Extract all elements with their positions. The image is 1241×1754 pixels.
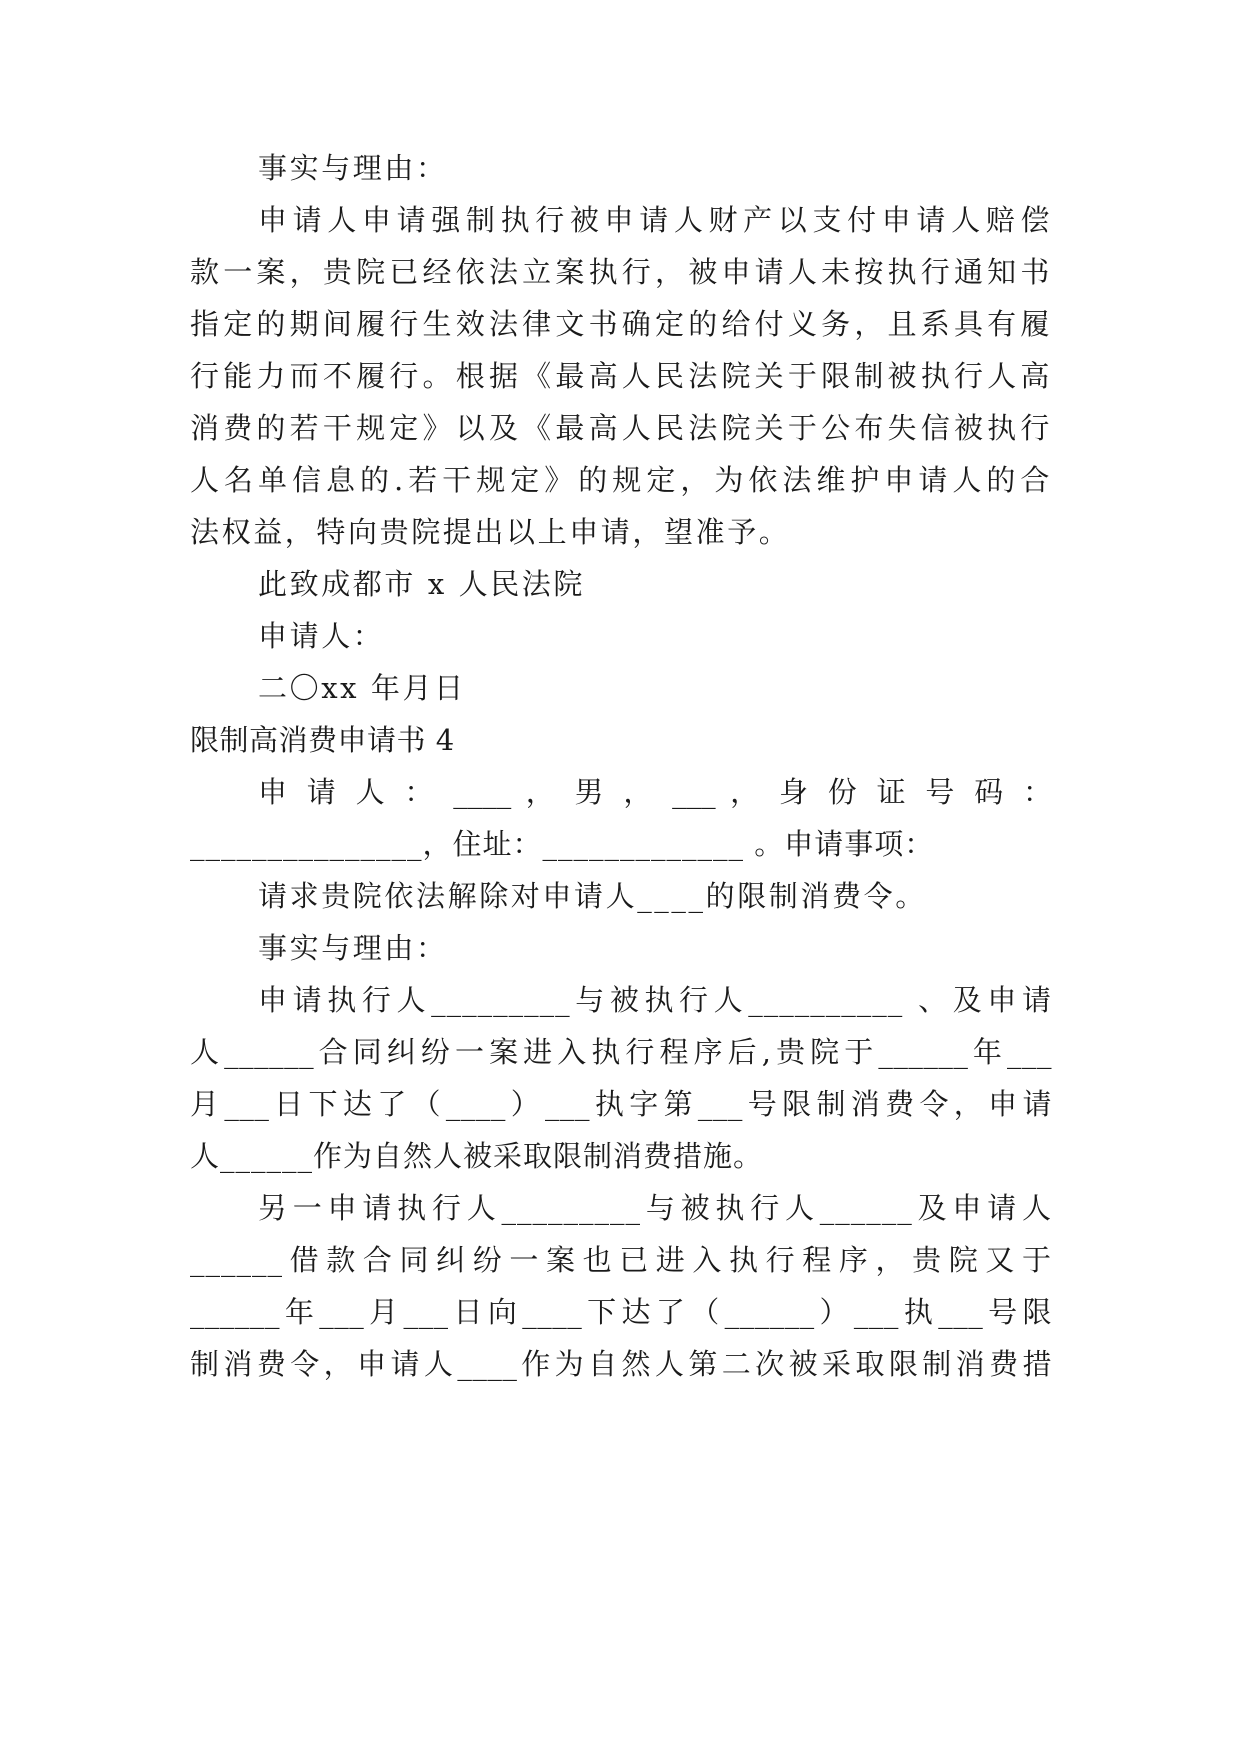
section2-paragraph1-line: 人______合同纠纷一案进入执行程序后,贵院于______年___	[190, 1035, 1052, 1069]
section2-paragraph1-line: 申请执行人_________与被执行人__________ 、及申请	[258, 983, 1052, 1017]
section1-paragraph-line: 指定的期间履行生效法律文书确定的给付义务，且系具有履	[190, 307, 1052, 341]
section2-paragraph2-line: ______借款合同纠纷一案也已进入执行程序，贵院又于	[190, 1243, 1052, 1277]
section2-paragraph1-line: 月___日下达了（____）___执字第___号限制消费令，申请	[190, 1087, 1052, 1121]
section1-paragraph-line: 行能力而不履行。根据《最高人民法院关于限制被执行人高	[190, 359, 1052, 393]
section1-paragraph-line: 消费的若干规定》以及《最高人民法院关于公布失信被执行	[190, 411, 1052, 445]
section2-heading: 事实与理由：	[258, 931, 448, 965]
request-item: 请求贵院依法解除对申请人____的限制消费令。	[258, 879, 927, 913]
applicant-info-line: 申 请 人 ： ____ ， 男 ， ___ ， 身 份 证 号 码 ：	[258, 775, 1052, 809]
section2-paragraph2-line: ______年___月___日向____下达了（______）___执___号限	[190, 1295, 1052, 1329]
document-date: 二〇xx 年月日	[258, 671, 466, 705]
section1-paragraph-line: 人名单信息的.若干规定》的规定，为依法维护申请人的合	[190, 463, 1052, 497]
closing-salutation: 此致成都市 x 人民法院	[258, 567, 585, 601]
applicant-info-line: _______________，住址：_____________ 。申请事项：	[190, 827, 935, 861]
section1-paragraph-line: 法权益，特向贵院提出以上申请，望准予。	[190, 515, 791, 549]
applicant-signature-label: 申请人：	[258, 619, 385, 653]
section1-paragraph-line: 款一案，贵院已经依法立案执行，被申请人未按执行通知书	[190, 255, 1052, 289]
section2-paragraph2-line: 另一申请执行人_________与被执行人______及申请人	[258, 1191, 1052, 1225]
section2-paragraph1-line: 人______作为自然人被采取限制消费措施。	[190, 1139, 764, 1173]
section1-paragraph-line: 申请人申请强制执行被申请人财产以支付申请人赔偿	[258, 203, 1052, 237]
document-title: 限制高消费申请书 4	[190, 723, 455, 757]
section2-paragraph2-line: 制消费令，申请人____作为自然人第二次被采取限制消费措	[190, 1347, 1052, 1381]
section1-heading: 事实与理由：	[258, 151, 448, 185]
